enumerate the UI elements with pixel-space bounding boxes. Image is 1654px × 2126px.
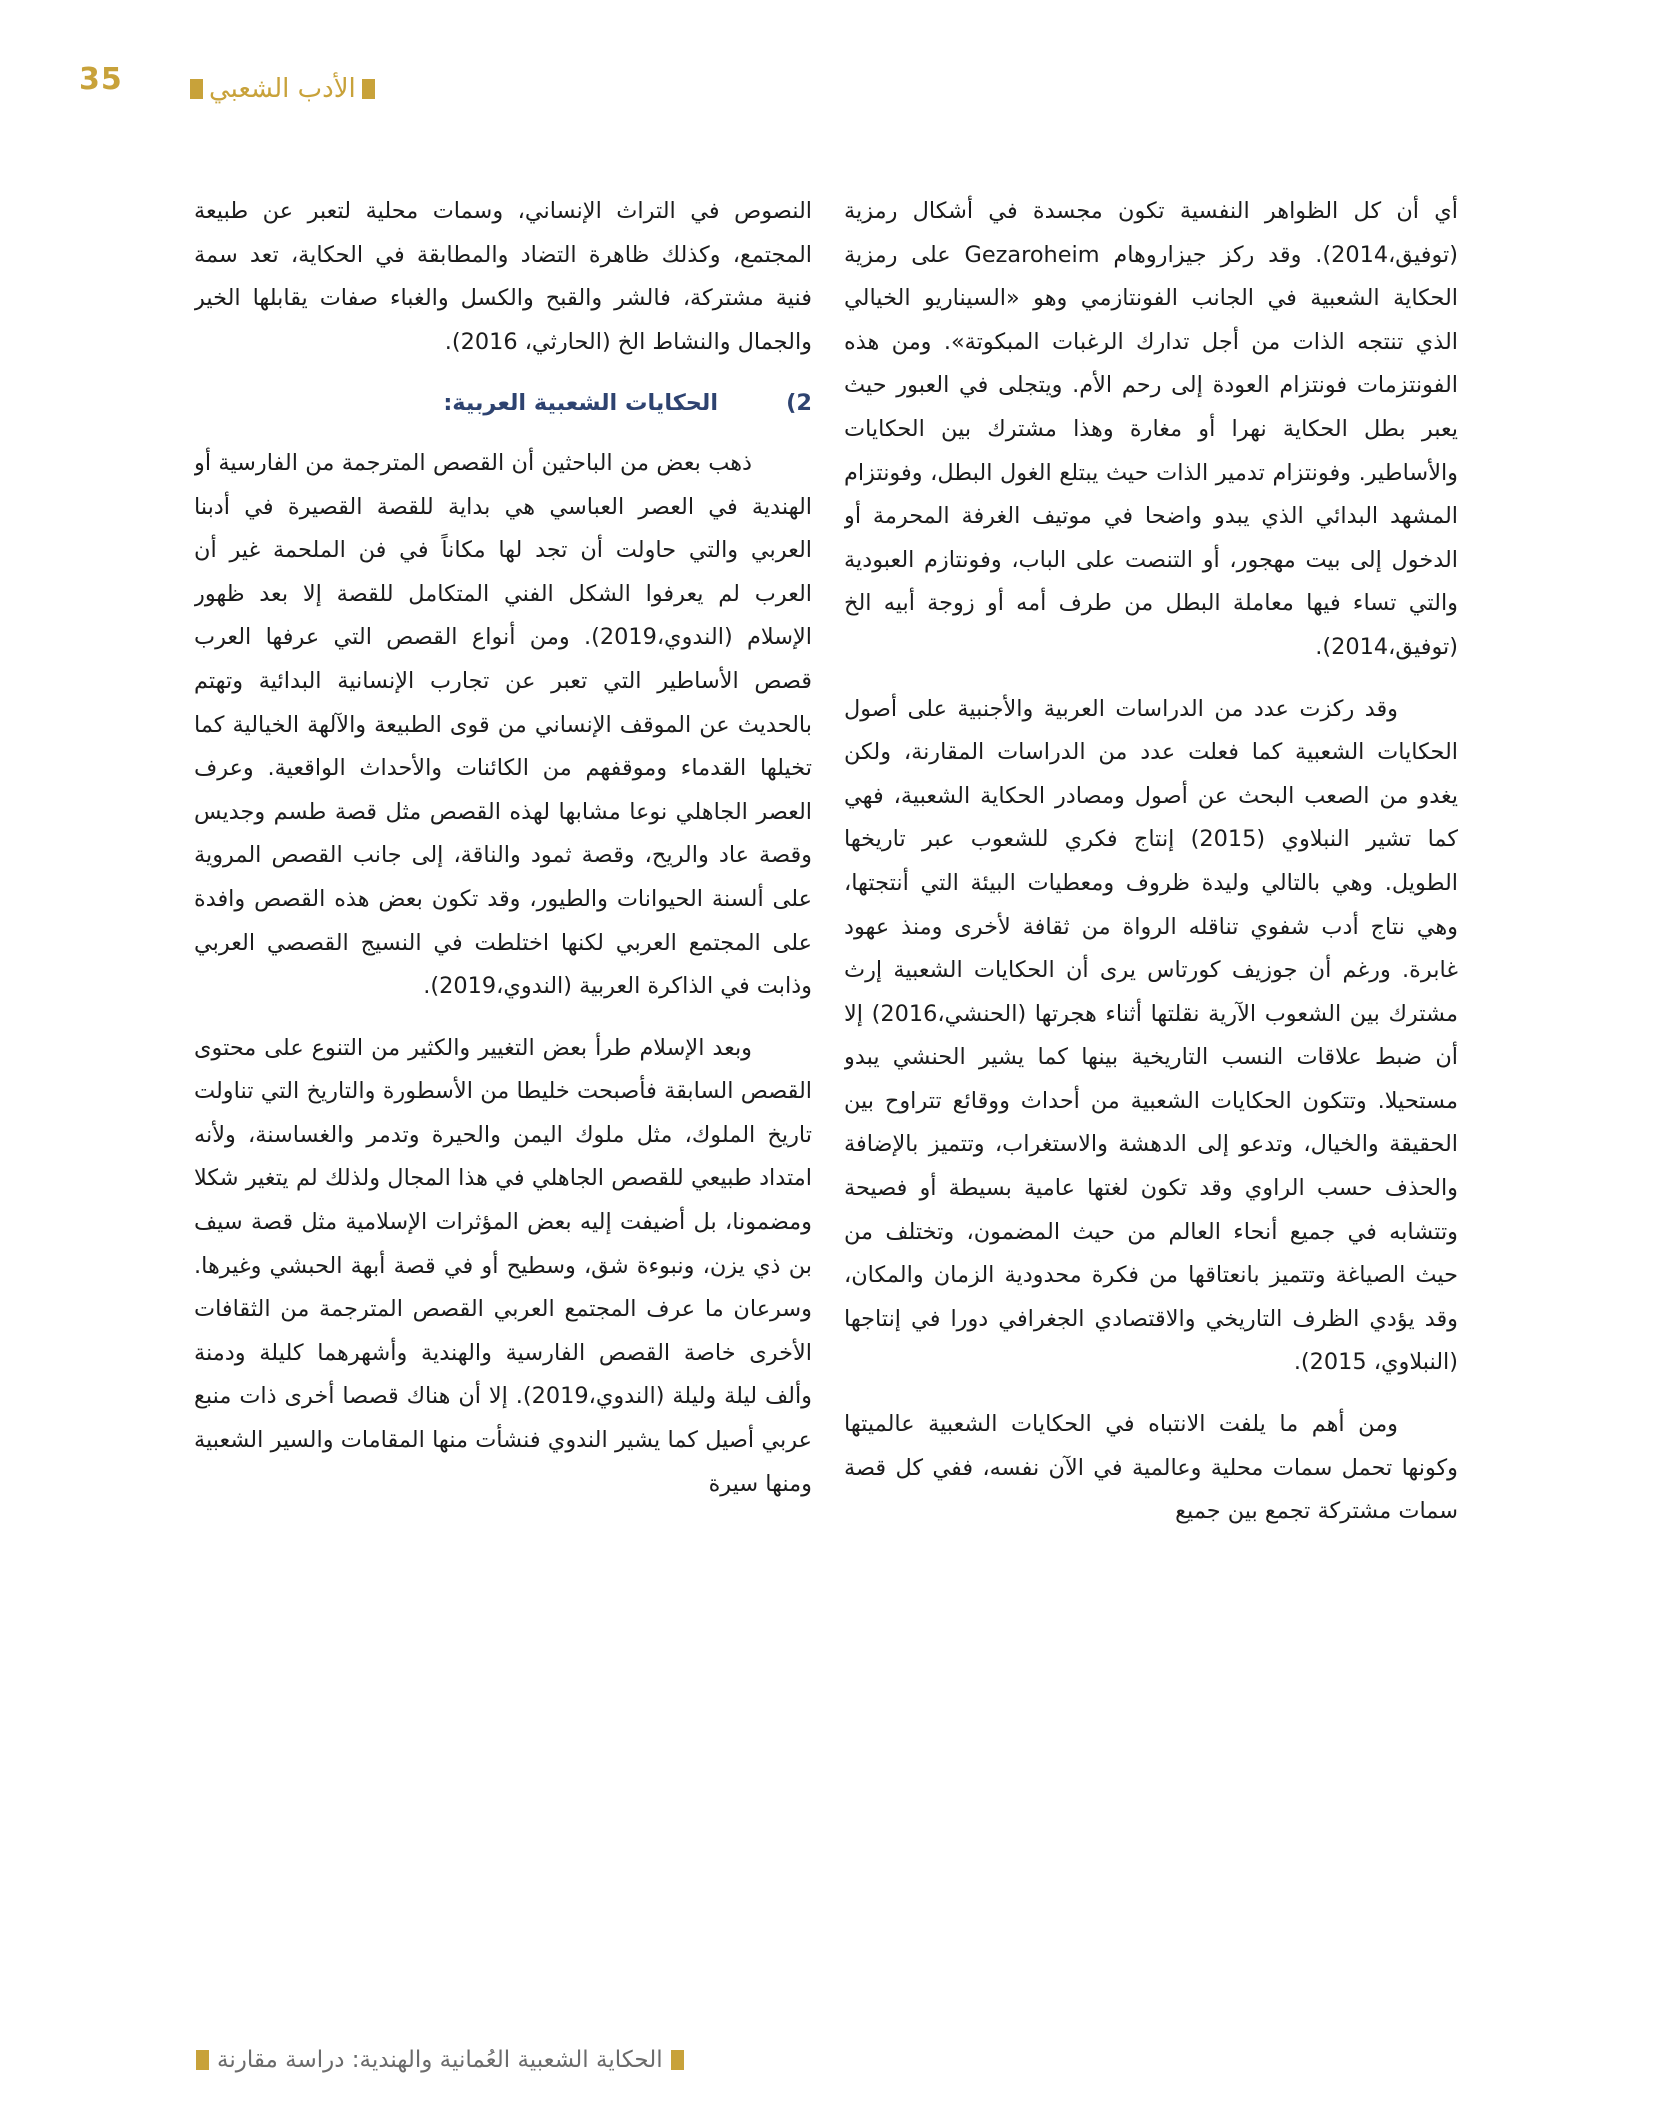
paragraph: وقد ركزت عدد من الدراسات العربية والأجنبية على أصول الحكايات الشعبية كما فعلت عدد من الدراسات المقارنة، ولكن يغدو من الصعب البحث عن أصول ومصادر الحكاية الشعبية، فهي كما تشير النبلاوي (2015) إنتاج فكري للشعوب عبر تاريخها الطويل. وهي بالتالي وليدة ظروف ومعطيات البيئة التي أنتجتها، وهي نتاج أدب شفوي تناقله الرواة من ثقافة لأخرى ومنذ عهود غابرة. ورغم أن جوزيف كورتاس يرى أن الحكايات الشعبية إرث مشترك بين الشعوب الآرية نقلتها أثناء هجرتها (الحنشي،2016) إلا أن ضبط علاقات النسب التاريخية بينها كما يشير الحنشي يبدو مستحيلا. وتتكون الحكايات الشعبية من أحداث ووقائع تتراوح بين الحقيقة والخيال، وتدعو إلى الدهشة والاستغراب، وتتميز بالإضافة والحذف حسب الراوي وقد تكون لغتها عامية بسيطة أو فصيحة وتتشابه في جميع أنحاء العالم من حيث المضمون، وتختلف من حيث الصياغة وتتميز بانعتاقها من فكرة محدودية الزمان والمكان، وقد يؤدي الظرف التاريخي والاقتصادي الجغرافي دورا في إنتاجها (النبلاوي، 2015).	[844, 695, 1458, 1376]
section-number: 2)	[786, 390, 812, 417]
brand-square-right-icon	[362, 79, 375, 99]
paragraph: ومن أهم ما يلفت الانتباه في الحكايات الشعبية عالميتها وكونها تحمل سمات محلية وعالمية في الآن نفسه، ففي كل قصة سمات مشتركة تجمع بين جميع	[844, 1411, 1458, 1525]
section-heading	[194, 382, 812, 426]
running-title: الحكاية الشعبية العُمانية والهندية: دراسة مقارنة	[217, 2047, 663, 2073]
page-number: 35	[79, 62, 123, 97]
paragraph: أي أن كل الظواهر النفسية تكون مجسدة في أشكال رمزية (توفيق،2014). وقد ركز جيزاروهام Gezaroheim على رمزية الحكاية الشعبية في الجانب الفونتازمي وهو «السيناريو الخيالي الذي تنتجه الذات من أجل تدارك الرغبات المبكوتة». ومن هذه الفونتزمات فونتزام العودة إلى رحم الأم. ويتجلى في العبور حيث يعبر بطل الحكاية نهرا أو مغارة وهذا مشترك بين الحكايات والأساطير. وفونتزام تدمير الذات حيث يبتلع الغول البطل، وفونتزام المشهد البدائي الذي يبدو واضحا في موتيف الغرفة المحرمة أو الدخول إلى بيت مهجور، أو التنصت على الباب، وفونتازم العبودية والتي تساء فيها معاملة البطل من طرف أمه أو زوجة أبيه الخ (توفيق،2014).	[844, 198, 1458, 660]
magazine-name: الأدب الشعبي	[209, 74, 356, 104]
column-right	[844, 190, 1458, 1950]
paragraph-continued: النصوص في التراث الإنساني، وسمات محلية لتعبر عن طبيعة المجتمع، وكذلك ظاهرة التضاد والمطابقة في الحكاية، تعد سمة فنية مشتركة، فالشر والقبح والكسل والغباء صفات يقابلها الخير والجمال والنشاط الخ (الحارثي، 2016).	[194, 198, 812, 355]
paragraph: وبعد الإسلام طرأ بعض التغيير والكثير من التنوع على محتوى القصص السابقة فأصبحت خليطا من الأسطورة والتاريخ التي تناولت تاريخ الملوك، مثل ملوك اليمن والحيرة وتدمر والغساسنة، ولأنه امتداد طبيعي للقصص الجاهلي في هذا المجال ولذلك لم يتغير شكلا ومضمونا، بل أضيفت إليه بعض المؤثرات الإسلامية مثل قصة سيف بن ذي يزن، ونبوءة شق، وسطيح أو في قصة أبهة الحبشي وغيرها. وسرعان ما عرف المجتمع العربي القصص المترجمة من الثقافات الأخرى خاصة القصص الفارسية والهندية وأشهرهما كليلة ودمنة وألف ليلة وليلة (الندوي،2019). إلا أن هناك قصصا أخرى ذات منبع عربي أصيل كما يشير الندوي فنشأت منها المقامات والسير الشعبية ومنها سيرة	[194, 1034, 812, 1497]
brand-square-left-icon	[190, 79, 203, 99]
column-left	[194, 190, 812, 1950]
magazine-brand	[190, 70, 375, 108]
section-heading-text: الحكايات الشعبية العربية:	[443, 390, 718, 417]
footer	[196, 2040, 684, 2080]
paragraph: ذهب بعض من الباحثين أن القصص المترجمة من الفارسية أو الهندية في العصر العباسي هي بداية للقصة القصيرة في أدبنا العربي والتي حاولت أن تجد لها مكاناً في فن الملحمة غير أن العرب لم يعرفوا الشكل الفني المتكامل للقصة إلا بعد ظهور الإسلام (الندوي،2019). ومن أنواع القصص التي عرفها العرب قصص الأساطير التي تعبر عن تجارب الإنسانية البدائية وتهتم بالحديث عن الموقف الإنساني من قوى الطبيعة والآلهة الخيالية كما تخيلها القدماء وموقفهم من الكائنات والأحداث الواقعية. وعرف العصر الجاهلي نوعا مشابها لهذه القصص مثل قصة طسم وجديس وقصة عاد والريح، وقصة ثمود والناقة، إلى جانب القصص المروية على ألسنة الحيوانات والطيور، وقد تكون بعض هذه القصص وافدة على المجتمع العربي لكنها اختلطت في النسيج القصصي العربي وذابت في الذاكرة العربية (الندوي،2019).	[194, 449, 812, 1000]
footer-square-left-icon	[196, 2050, 209, 2070]
footer-square-right-icon	[671, 2050, 684, 2070]
